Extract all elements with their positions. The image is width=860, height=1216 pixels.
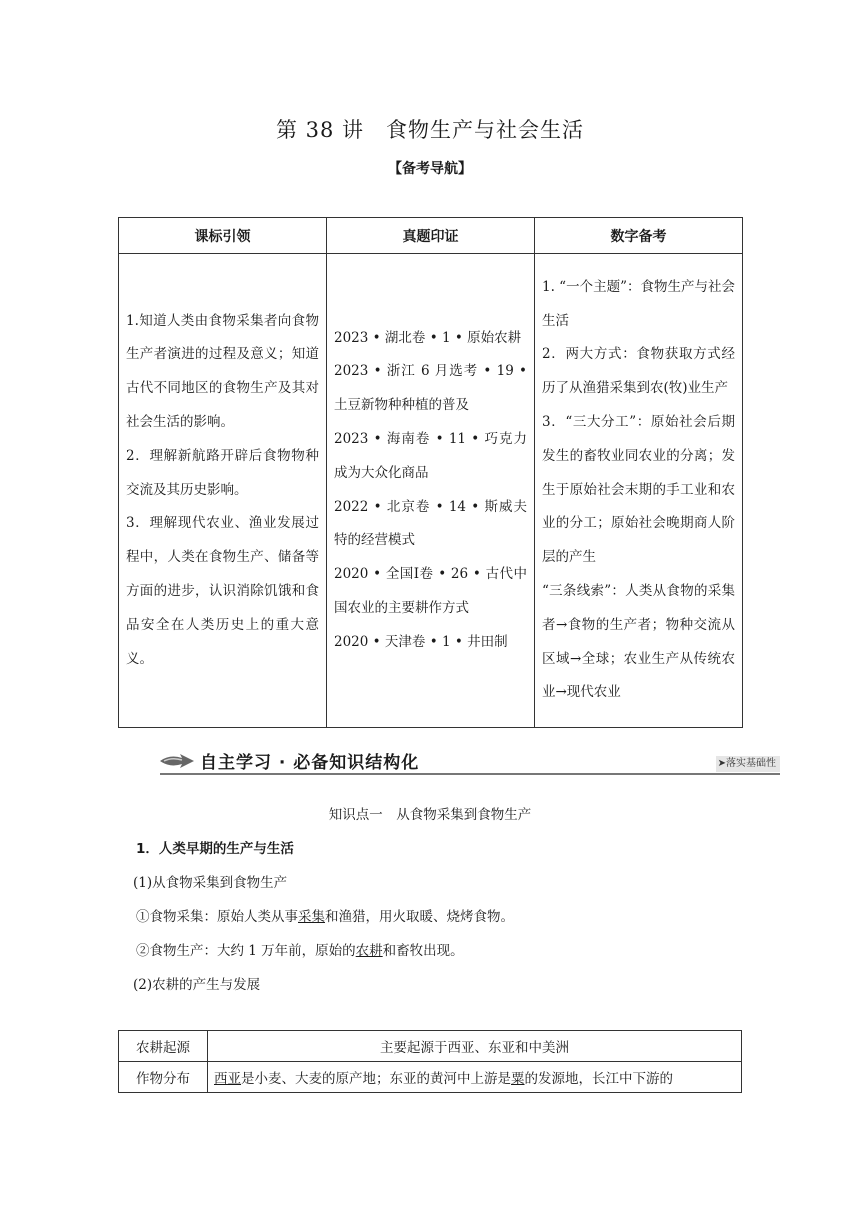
table-row bbox=[119, 254, 743, 728]
double-arrow-icon bbox=[160, 752, 196, 770]
tag-arrow-icon: ➤ bbox=[717, 758, 726, 769]
curriculum-cell bbox=[119, 254, 327, 728]
section-banner bbox=[160, 748, 780, 776]
curriculum-item: 1.知道人类由食物采集者向食物生产者演进的过程及意义；知道古代不同地区的食物生产及其对社会生活的影响。 bbox=[126, 312, 319, 430]
table-row bbox=[119, 1031, 742, 1062]
farming-origin-label: 农耕起源 bbox=[119, 1031, 208, 1062]
text-segment: 和畜牧出现。 bbox=[382, 943, 464, 959]
review-item: 2．两大方式：食物获取方式经历了从渔猎采集到农(牧)业生产 bbox=[542, 346, 735, 397]
banner-tag bbox=[716, 756, 780, 772]
banner-title: 自主学习 · 必备知识结构化 bbox=[200, 753, 420, 773]
review-item: 1. “一个主题”：食物生产与社会生活 bbox=[542, 278, 735, 329]
exam-item: 2022 • 北京卷 • 14 • 斯威夫特的经营模式 bbox=[334, 498, 527, 549]
text-segment: 是小麦、大麦的原产地；东亚的黄河中上游是 bbox=[241, 1071, 511, 1087]
table-header-row bbox=[119, 218, 743, 254]
text-segment: ①食物采集：原始人类从事 bbox=[136, 909, 298, 925]
header-digital-review: 数字备考 bbox=[535, 218, 743, 254]
text-segment: 和渔猎，用火取暖、烧烤食物。 bbox=[325, 909, 514, 925]
farming-origin-value: 主要起源于西亚、东亚和中美洲 bbox=[208, 1031, 742, 1062]
digital-review-cell bbox=[535, 254, 743, 728]
crop-distribution-value bbox=[208, 1062, 742, 1093]
paragraph-food-production bbox=[136, 939, 464, 959]
exam-item: 2023 • 浙江 6 月选考 • 19 • 土豆新物种种植的普及 bbox=[334, 363, 527, 414]
header-curriculum: 课标引领 bbox=[119, 218, 327, 254]
crop-distribution-label: 作物分布 bbox=[119, 1062, 208, 1093]
subheading-food-production: (1)从食物采集到食物生产 bbox=[133, 875, 288, 891]
underlined-term: 西亚 bbox=[214, 1071, 241, 1087]
underlined-term: 农耕 bbox=[355, 943, 383, 959]
text-segment: ②食物生产：大约 1 万年前，原始的 bbox=[136, 943, 356, 959]
table-row bbox=[119, 1062, 742, 1093]
text-segment: 的发源地，长江中下游的 bbox=[524, 1071, 673, 1087]
exam-item: 2020 • 天津卷 • 1 • 井田制 bbox=[334, 633, 508, 650]
curriculum-item: 2．理解新航路开辟后食物物种交流及其历史影响。 bbox=[126, 447, 319, 498]
knowledge-point-title: 知识点一 从食物采集到食物生产 bbox=[328, 807, 532, 823]
page-title: 第 38 讲 食物生产与社会生活 bbox=[275, 118, 585, 142]
page-subtitle: 【备考导航】 bbox=[388, 161, 472, 177]
exam-item: 2023 • 湖北卷 • 1 • 原始农耕 bbox=[334, 329, 522, 346]
exam-guide-table bbox=[118, 217, 743, 728]
exam-item: 2023 • 海南卷 • 11 • 巧克力成为大众化商品 bbox=[334, 430, 527, 481]
farming-table bbox=[118, 1030, 742, 1093]
underlined-term: 粟 bbox=[511, 1071, 525, 1087]
review-item: “三条线索”：人类从食物的采集者→食物的生产者；物种交流从区域→全球；农业生产从传统农业→现代农业 bbox=[542, 582, 735, 701]
header-exam-questions: 真题印证 bbox=[327, 218, 535, 254]
exam-questions-cell bbox=[327, 254, 535, 728]
paragraph-food-gathering bbox=[136, 905, 514, 925]
exam-item: 2020 • 全国Ⅰ卷 • 26 • 古代中国农业的主要耕作方式 bbox=[334, 566, 527, 616]
underlined-term: 采集 bbox=[298, 909, 325, 925]
heading-early-life: 1．人类早期的生产与生活 bbox=[136, 841, 294, 857]
banner-divider bbox=[160, 773, 780, 775]
subheading-farming-origin: (2)农耕的产生与发展 bbox=[133, 977, 261, 993]
banner-tag-label: 落实基础性 bbox=[726, 758, 776, 769]
review-item: 3．“三大分工”：原始社会后期发生的畜牧业同农业的分离；发生于原始社会末期的手工业和农业的分工；原始社会晚期商人阶层的产生 bbox=[542, 414, 735, 566]
curriculum-item: 3．理解现代农业、渔业发展过程中，人类在食物生产、储备等方面的进步，认识消除饥饿和食品安全在人类历史上的重大意义。 bbox=[126, 515, 319, 667]
